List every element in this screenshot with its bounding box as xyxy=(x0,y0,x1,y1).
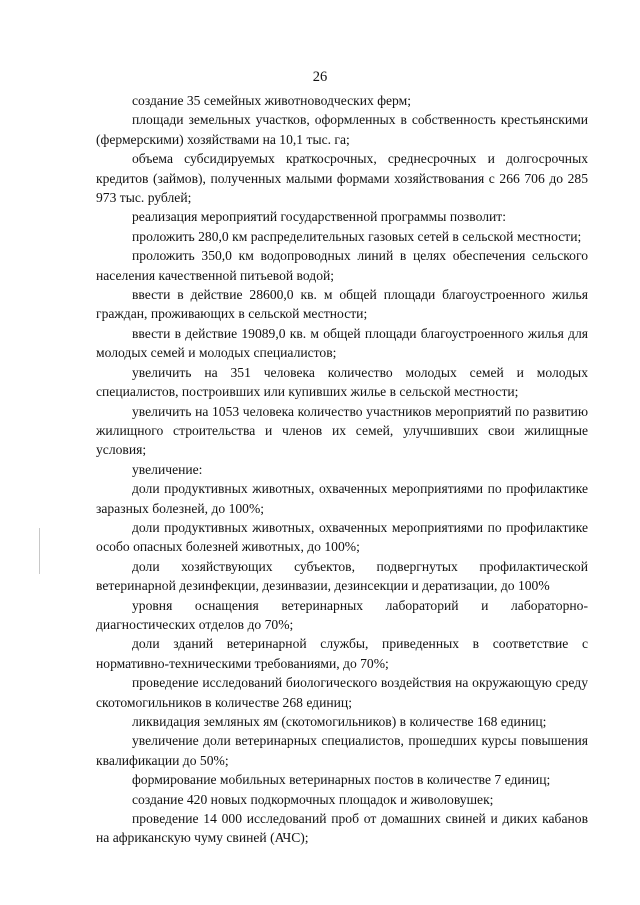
paragraph: доли хозяйствующих субъектов, подвергнутых профилактической ветеринарной дезинфекции, дезинвазии, дезинсекции и дератизации, до 100% xyxy=(96,558,588,594)
paragraph: увеличение доли ветеринарных специалистов, прошедших курсы повышения квалификации до 50%; xyxy=(96,733,588,768)
paragraph: объема субсидируемых краткосрочных, среднесрочных и долгосрочных кредитов (займов), полученных малыми формами хозяйствования с 266 706 до 285 973 тыс. рублей; xyxy=(96,151,588,206)
paragraph: уровня оснащения ветеринарных лабораторий и лабораторно-диагностических отделов до 70%; xyxy=(96,597,588,632)
paragraph: проведение исследований биологического воздействия на окружающую среду скотомогильников в количестве 268 единиц; xyxy=(96,675,588,710)
paragraph: площади земельных участков, оформленных в собственность крестьянскими (фермерскими) хозяйствами на 10,1 тыс. га; xyxy=(96,112,588,147)
paragraph: ввести в действие 19089,0 кв. м общей площади благоустроенного жилья для молодых семей и молодых специалистов; xyxy=(96,325,588,361)
paragraph: ввести в действие 28600,0 кв. м общей площади благоустроенного жилья граждан, проживающих в сельской местности; xyxy=(96,287,588,322)
paragraph: ликвидация земляных ям (скотомогильников) в количестве 168 единиц; xyxy=(132,714,547,729)
paragraph: создание 35 семейных животноводческих ферм; xyxy=(132,93,412,108)
paragraph: увеличить на 351 человека количество молодых семей и молодых специалистов, построивших или купивших жилье в сельской местности; xyxy=(96,364,588,400)
paragraph: увеличение: xyxy=(132,461,203,477)
paragraph: проложить 350,0 км водопроводных линий в целях обеспечения сельского населения качественной питьевой водой; xyxy=(96,248,588,283)
paragraph: доли зданий ветеринарной службы, приведенных в соответствие с нормативно-техническими требованиями, до 70%; xyxy=(96,636,588,671)
paragraph: реализация мероприятий государственной программы позволит: xyxy=(132,209,506,225)
paragraph: проложить 280,0 км распределительных газовых сетей в сельской местности; xyxy=(132,228,582,244)
paragraph: доли продуктивных животных, охваченных мероприятиями по профилактике особо опасных болезней животных, до 100%; xyxy=(96,519,588,555)
paragraph: доли продуктивных животных, охваченных мероприятиями по профилактике заразных болезней, до 100%; xyxy=(96,481,588,516)
paragraph: формирование мобильных ветеринарных постов в количестве 7 единиц; xyxy=(132,772,551,788)
page-number: 26 xyxy=(312,69,328,85)
paragraph: увеличить на 1053 человека количество участников мероприятий по развитию жилищного строительства и членов их семей, улучшивших свои жилищные условия; xyxy=(96,403,588,458)
scan-margin-line xyxy=(39,528,40,574)
paragraph: проведение 14 000 исследований проб от домашних свиней и диких кабанов на африканскую чуму свиней (АЧС); xyxy=(96,811,588,846)
paragraph: создание 420 новых подкормочных площадок и живоловушек; xyxy=(132,791,494,807)
document-body xyxy=(96,91,588,848)
